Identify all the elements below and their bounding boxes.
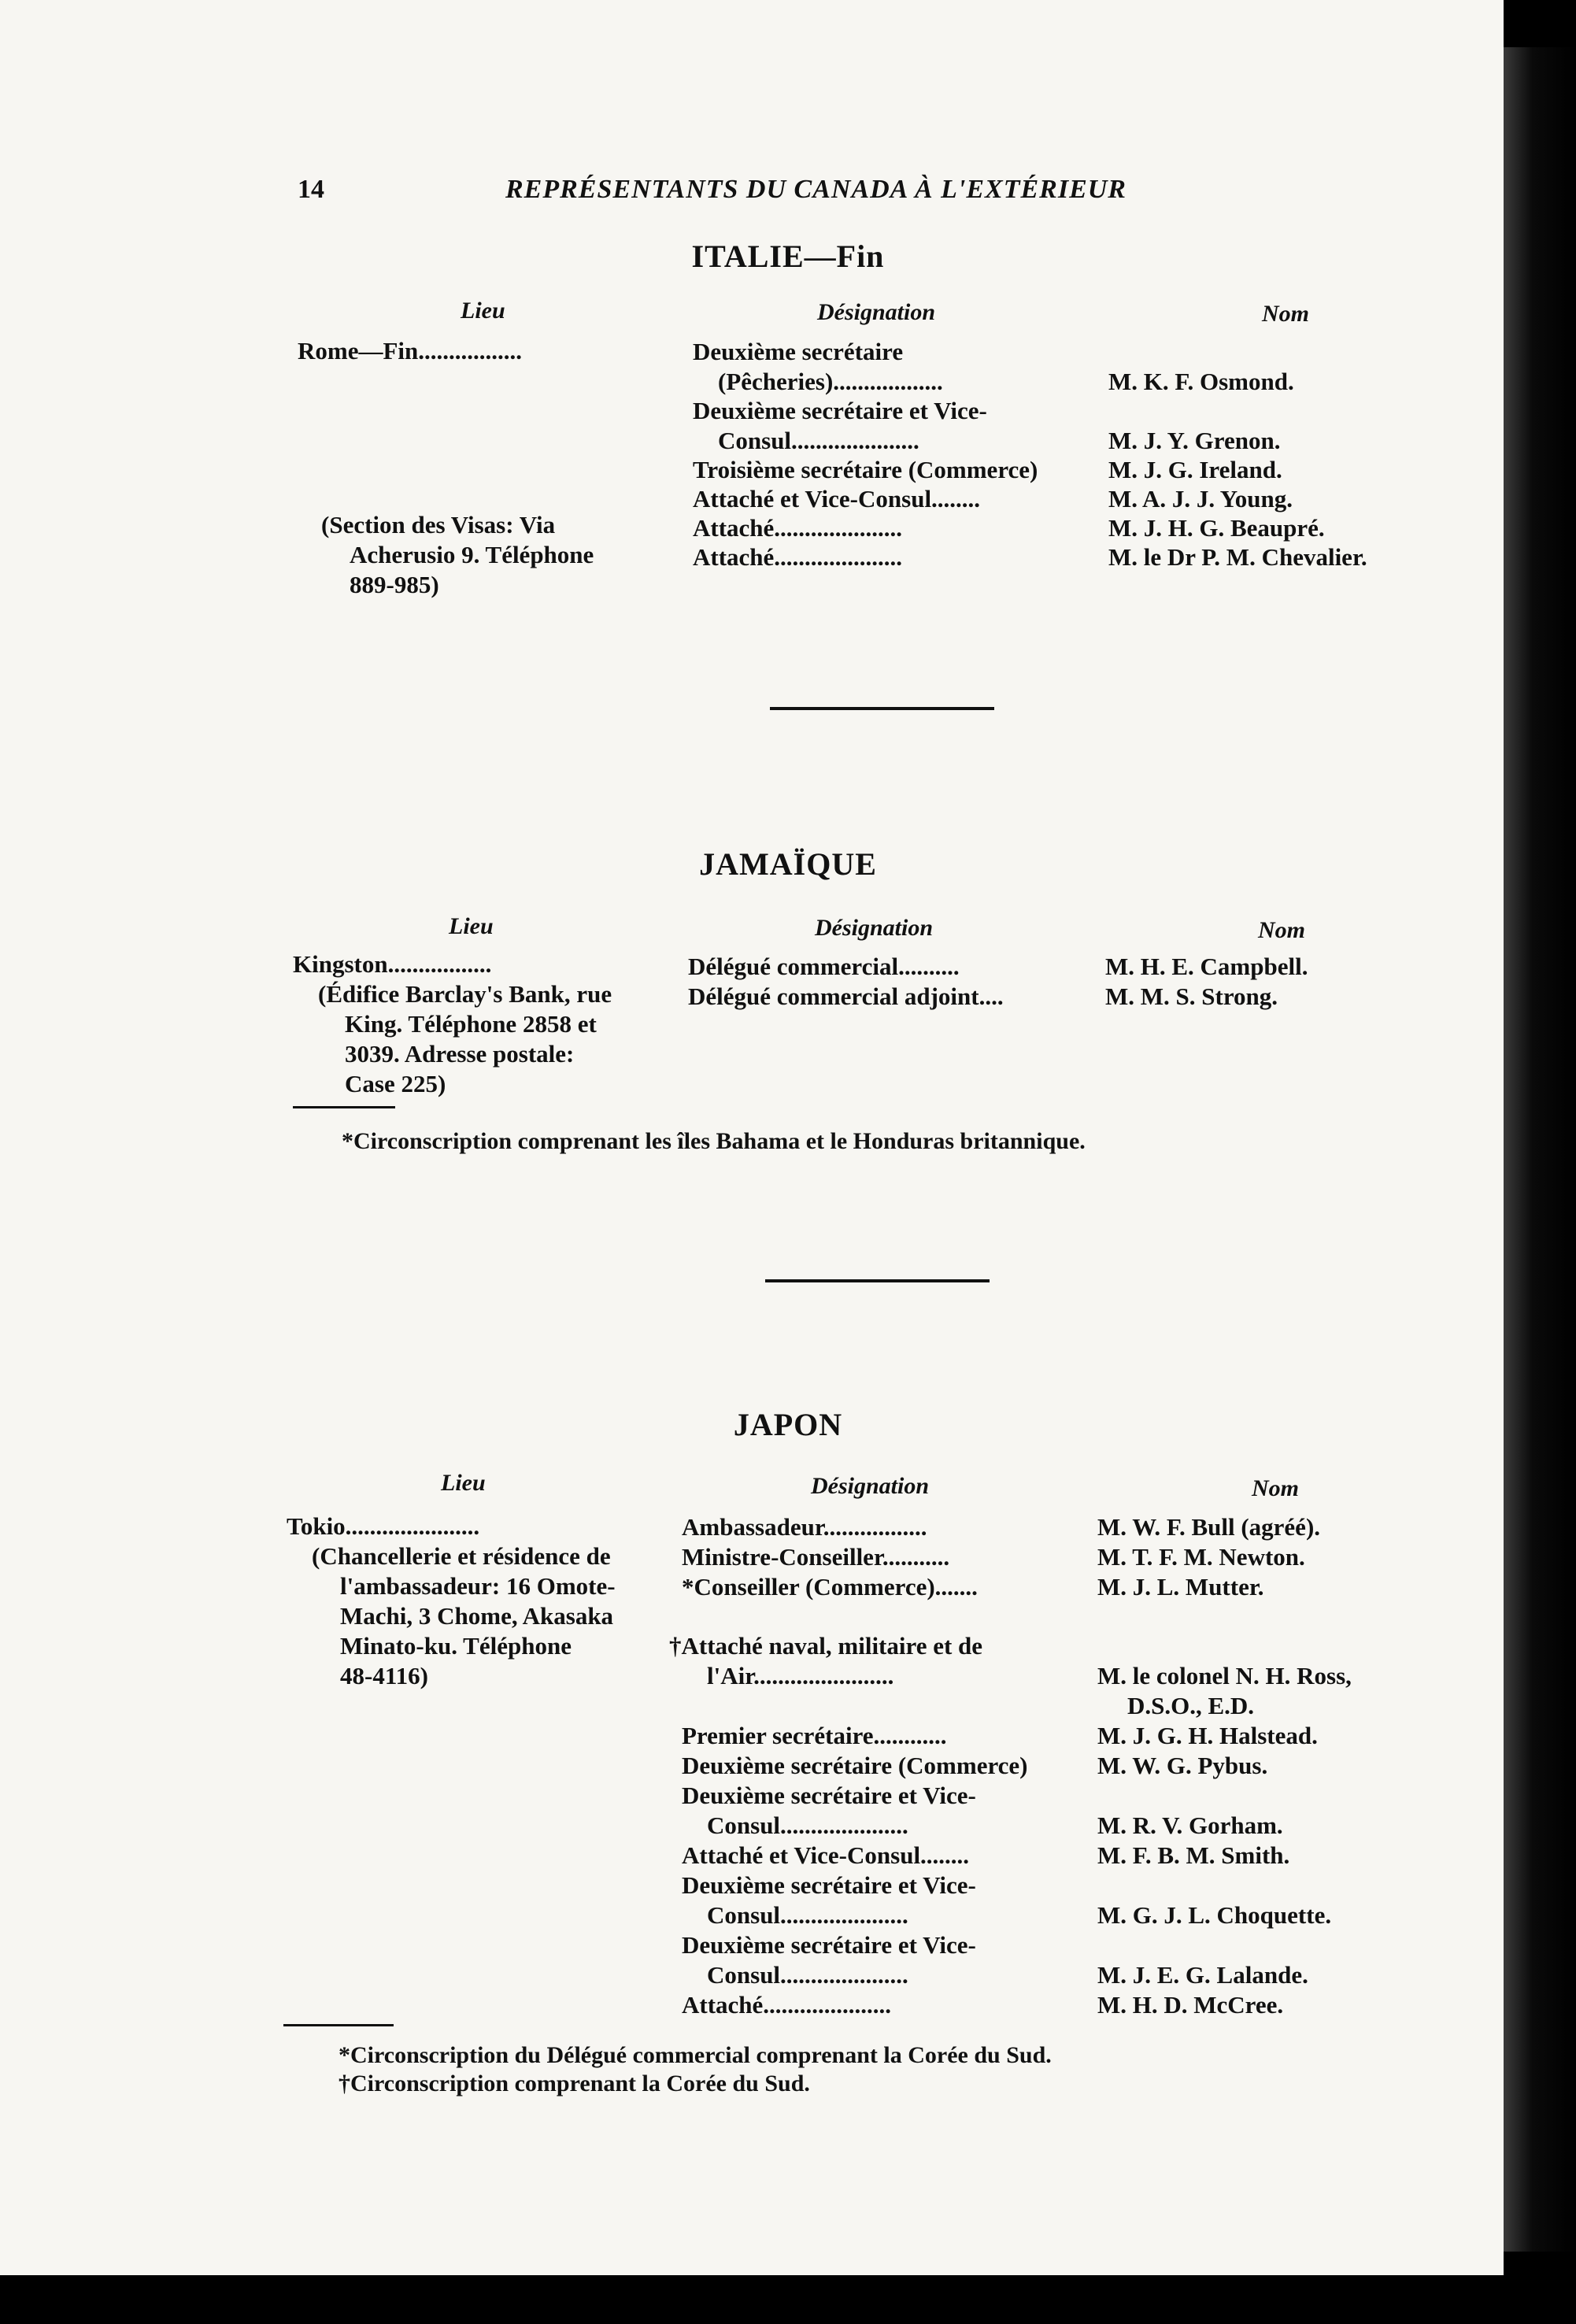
footnote-rule <box>293 1106 395 1108</box>
name: M. J. E. G. Lalande. <box>1097 1961 1308 1989</box>
address-line: 889-985) <box>350 571 439 598</box>
page-header <box>298 175 1289 214</box>
designation: Deuxième secrétaire et Vice- <box>693 397 987 424</box>
name: M. H. E. Campbell. <box>1105 953 1308 980</box>
name: M. J. Y. Grenon. <box>1108 427 1281 454</box>
address-line: 48-4116) <box>340 1662 428 1689</box>
footnote: *Circonscription du Délégué commercial comprenant la Corée du Sud. <box>339 2042 1052 2068</box>
column-head-lieu: Lieu <box>461 298 505 324</box>
name: M. R. V. Gorham. <box>1097 1811 1283 1839</box>
name: M. le Dr P. M. Chevalier. <box>1108 543 1367 571</box>
footnote: *Circonscription comprenant les îles Bahama et le Honduras britannique. <box>342 1128 1086 1154</box>
address-line: l'ambassadeur: 16 Omote- <box>340 1572 616 1600</box>
designation: l'Air....................... <box>707 1662 894 1689</box>
scan-border <box>0 2275 1576 2324</box>
address-line: King. Téléphone 2858 et <box>345 1010 597 1038</box>
designation: Délégué commercial adjoint.... <box>688 983 1004 1010</box>
designation: (Pêcheries).................. <box>718 368 943 395</box>
name: M. M. S. Strong. <box>1105 983 1278 1010</box>
designation: Deuxième secrétaire (Commerce) <box>682 1752 1028 1779</box>
address-line: Acherusio 9. Téléphone <box>350 541 594 568</box>
section-divider <box>770 707 994 710</box>
column-head-nom: Nom <box>1252 1475 1299 1501</box>
designation: Attaché..................... <box>693 543 903 571</box>
section-divider <box>765 1279 990 1282</box>
name: M. J. G. Ireland. <box>1108 456 1282 483</box>
address-tokio <box>312 1541 666 1691</box>
address-line: (Chancellerie et résidence de <box>312 1542 611 1570</box>
place-kingston: Kingston................. <box>293 950 492 978</box>
designation: Troisième secrétaire (Commerce) <box>693 456 1038 483</box>
section-title-jamaique: JAMAÏQUE <box>699 846 877 882</box>
name: M. G. J. L. Choquette. <box>1097 1901 1332 1929</box>
designation: Attaché..................... <box>682 1991 892 2019</box>
column-head-nom: Nom <box>1258 917 1305 943</box>
name: D.S.O., E.D. <box>1127 1692 1255 1719</box>
section-title-italie: ITALIE—Fin <box>691 239 885 274</box>
name: M. J. L. Mutter. <box>1097 1573 1264 1601</box>
designation: Consul..................... <box>707 1901 908 1929</box>
name: M. T. F. M. Newton. <box>1097 1543 1305 1571</box>
designation: Consul..................... <box>707 1961 908 1989</box>
book-edge <box>1504 47 1576 2252</box>
designation: Attaché et Vice-Consul........ <box>682 1841 970 1869</box>
name: M. F. B. M. Smith. <box>1097 1841 1290 1869</box>
designation: Deuxième secrétaire et Vice- <box>682 1782 976 1809</box>
address-line: (Édifice Barclay's Bank, rue <box>318 980 612 1008</box>
page-number: 14 <box>298 175 324 204</box>
column-head-designation: Désignation <box>817 299 936 325</box>
designation: Ambassadeur................. <box>682 1513 927 1541</box>
section-title-japon: JAPON <box>733 1407 843 1442</box>
designation: Consul..................... <box>718 427 919 454</box>
designation: Délégué commercial.......... <box>688 953 960 980</box>
designation: Deuxième secrétaire <box>693 338 904 365</box>
column-head-designation: Désignation <box>811 1473 930 1499</box>
place-rome: Rome—Fin................. <box>298 337 523 365</box>
designation: Premier secrétaire............ <box>682 1722 947 1749</box>
column-head-lieu: Lieu <box>449 913 494 939</box>
designation: †Attaché naval, militaire et de <box>669 1632 983 1660</box>
name: M. W. G. Pybus. <box>1097 1752 1268 1779</box>
address-kingston <box>318 979 664 1099</box>
column-head-lieu: Lieu <box>441 1470 486 1496</box>
address-line: Machi, 3 Chome, Akasaka <box>340 1602 614 1630</box>
address-line: Case 225) <box>345 1070 446 1097</box>
designation: Attaché et Vice-Consul........ <box>693 485 981 513</box>
designation: Attaché..................... <box>693 514 903 542</box>
footnote: †Circonscription comprenant la Corée du Sud. <box>339 2071 810 2096</box>
address-line: Minato-ku. Téléphone <box>340 1632 572 1660</box>
designation: Deuxième secrétaire et Vice- <box>682 1931 976 1959</box>
column-head-nom: Nom <box>1262 301 1309 327</box>
name: M. K. F. Osmond. <box>1108 368 1294 395</box>
designation: Ministre-Conseiller........... <box>682 1543 950 1571</box>
name: M. J. G. H. Halstead. <box>1097 1722 1318 1749</box>
address-line: (Section des Visas: Via <box>321 511 556 538</box>
name: M. H. D. McCree. <box>1097 1991 1284 2019</box>
designation: *Conseiller (Commerce)....... <box>682 1573 978 1601</box>
designation: Deuxième secrétaire et Vice- <box>682 1871 976 1899</box>
name: M. J. H. G. Beaupré. <box>1108 514 1325 542</box>
name: M. W. F. Bull (agréé). <box>1097 1513 1321 1541</box>
name: M. A. J. J. Young. <box>1108 485 1293 513</box>
place-tokio: Tokio...................... <box>287 1512 480 1540</box>
column-head-designation: Désignation <box>815 915 934 941</box>
designation: Consul..................... <box>707 1811 908 1839</box>
address-rome <box>321 510 668 600</box>
running-title: REPRÉSENTANTS DU CANADA À L'EXTÉRIEUR <box>505 175 1127 204</box>
address-line: 3039. Adresse postale: <box>345 1040 575 1068</box>
footnote-rule <box>283 2024 394 2026</box>
name: M. le colonel N. H. Ross, <box>1097 1662 1352 1689</box>
